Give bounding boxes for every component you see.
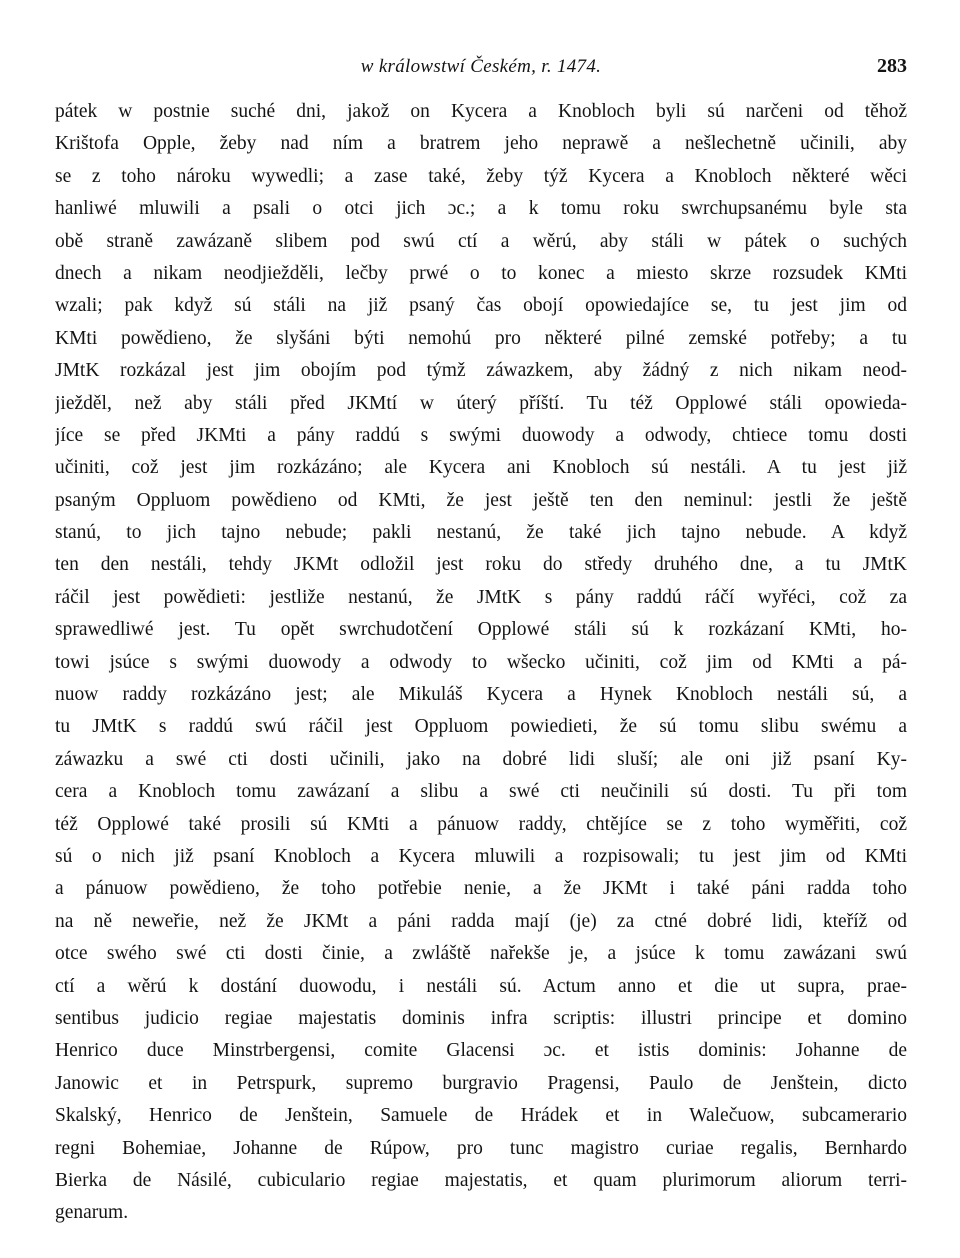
text-line: tu JMtK s raddú swú ráčil jest Oppluom powiedieti, že sú tomu slibu swému a xyxy=(55,716,907,738)
text-line: JMtK rozkázal jest jim obojím pod týmž záwazkem, aby žádný z nich nikam neod- xyxy=(55,360,907,382)
text-line: Skalský, Henrico de Jenštein, Samuele de Hrádek et in Walečuow, subcamerario xyxy=(55,1105,907,1127)
text-line: psaným Oppluom powědieno od KMti, že jest ještě ten den neminul: jestli že ještě xyxy=(55,489,907,511)
text-line: ctí a wěrú k dostání duowodu, i nestáli sú. Actum anno et die ut supra, prae- xyxy=(55,975,907,997)
text-line: hanliwé mluwili a psali o otci jich ɔc.; a k tomu roku swrchupsanému byle sta xyxy=(55,198,907,220)
text-line: učiniti, což jest jim rozkázáno; ale Kycera ani Knobloch sú nestáli. A tu jest již xyxy=(55,457,907,479)
running-head xyxy=(55,56,907,86)
text-line: jiežděl, než aby stáli před JKMtí w úterý příští. Tu též Opplowé stáli opowieda- xyxy=(55,392,907,414)
text-line: stanú, to jich tajno nebude; pakli nestanú, že také jich tajno nebude. A když xyxy=(55,522,907,544)
text-line: se z toho nároku wywedli; a zase také, žeby týž Kycera a Knobloch některé wěci xyxy=(55,165,907,187)
body-text xyxy=(55,96,907,1230)
text-line: cera a Knobloch tomu zawázaní a slibu a swé cti neučinili sú dosti. Tu při tom xyxy=(55,781,907,803)
text-line: sentibus judicio regiae majestatis dominis infra scriptis: illustri principe et domino xyxy=(55,1007,907,1029)
page-number: 283 xyxy=(877,55,907,77)
text-line: dnech a nikam neodjiežděli, lečby prwé o to konec a miesto skrze rozsudek KMti xyxy=(55,262,907,284)
text-line: ten den nestáli, tehdy JKMt odložil jest roku do středy druhého dne, a tu JMtK xyxy=(55,554,907,576)
text-line: Henrico duce Minstrbergensi, comite Glacensi ɔc. et istis dominis: Johanne de xyxy=(55,1040,907,1062)
text-line: též Opplowé také prosili sú KMti a pánuow raddy, chtějíce se z toho wyměřiti, což xyxy=(55,813,907,835)
text-line: sú o nich již psaní Knobloch a Kycera mluwili a rozpisowali; tu jest jim od KMti xyxy=(55,845,907,867)
text-line: pátek w postnie suché dni, jakož on Kycera a Knobloch byli sú narčeni od těhož xyxy=(55,101,907,122)
text-line: regni Bohemiae, Johanne de Rúpow, pro tunc magistro curiae regalis, Bernhardo xyxy=(55,1137,907,1159)
running-title: w králowstwí Českém, r. 1474. xyxy=(360,56,602,77)
text-line: záwazku a swé cti dosti učinili, jako na dobré lidi sluší; ale oni již psaní Ky- xyxy=(55,748,907,770)
text-line: sprawedliwé jest. Tu opět swrchudotčení Opplowé stáli sú k rozkázaní KMti, ho- xyxy=(55,619,907,641)
text-line: genarum. xyxy=(55,1202,129,1224)
text-line: a pánuow powědieno, že toho potřebie nenie, a že JKMt i také páni radda toho xyxy=(55,878,907,900)
text-line: towi jsúce s swými duowody a odwody to wšecko učiniti, což jim od KMti a pá- xyxy=(55,651,907,673)
text-line: obě straně zawázaně slibem pod swú ctí a wěrú, aby stáli w pátek o suchých xyxy=(55,230,907,252)
text-line: Krištofa Opple, žeby nad ním a bratrem jeho neprawě a nešlechetně učinili, aby xyxy=(55,133,907,155)
text-line: otce swého swé cti dosti činie, a zwláště nařekše je, a jsúce k tomu zawázani swú xyxy=(55,943,907,965)
text-line: wzali; pak když sú stáli na již psaný čas obojí opowiedajíce se, tu jest jim od xyxy=(55,295,907,317)
text-line: na ně neweřie, než že JKMt a páni radda mají (je) za ctné dobré lidi, kteříž od xyxy=(55,910,907,932)
text-line: jíce se před JKMti a pány raddú s swými duowody a odwody, chtiece tomu dosti xyxy=(55,424,907,446)
text-line: Bierka de Násilé, cubiculario regiae majestatis, et quam plurimorum aliorum terri- xyxy=(55,1169,907,1191)
text-line: Janowic et in Petrspurk, supremo burgravio Pragensi, Paulo de Jenštein, dicto xyxy=(55,1072,907,1094)
text-line: KMti powědieno, že slyšáni býti nemohú pro některé pilné zemské potřeby; a tu xyxy=(55,327,907,349)
text-line: nuow raddy rozkázáno jest; ale Mikuláš Kycera a Hynek Knobloch nestáli sú, a xyxy=(55,684,907,706)
text-line: ráčil jest powědieti: jestliže nestanú, že JMtK s pány raddú ráčí wyřéci, což za xyxy=(55,586,907,608)
